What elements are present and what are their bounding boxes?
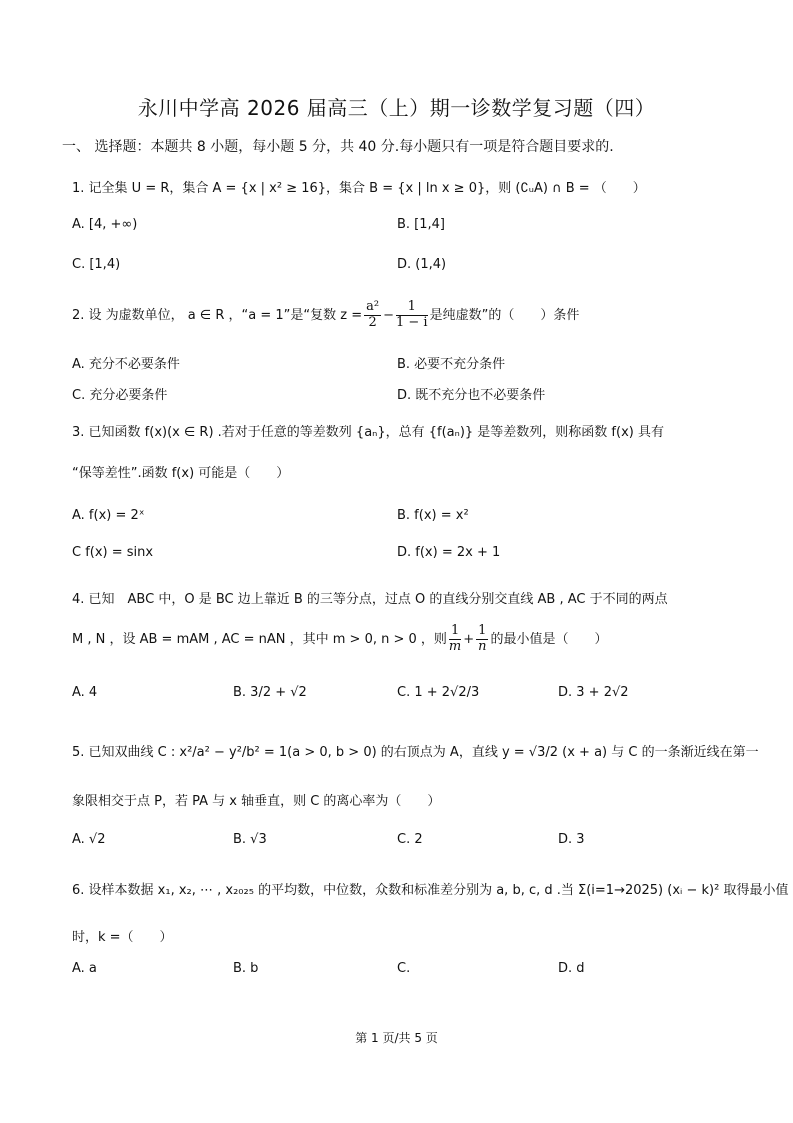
question-4-option-b: B. 3/2 + √2 — [233, 685, 307, 700]
question-5-option-d: D. 3 — [558, 832, 585, 847]
question-4-option-c: C. 1 + 2√2/3 — [397, 685, 480, 700]
question-6-stem-line-2: 时，k =（ ） — [72, 930, 173, 945]
question-5-stem-line-2: 象限相交于点 P，若 PA 与 x 轴垂直，则 C 的离心率为（ ） — [72, 794, 441, 809]
question-1-option-b: B. [1,4] — [397, 217, 446, 232]
question-2-option-d: D. 既不充分也不必要条件 — [397, 388, 546, 403]
question-4-stem-line-2 — [72, 624, 607, 655]
question-2-option-c: C. 充分必要条件 — [72, 388, 168, 403]
question-4-fraction-2 — [476, 624, 488, 655]
question-1-option-d: D. (1,4) — [397, 257, 447, 272]
question-2-stem-post: 是纯虚数”的（ ）条件 — [429, 307, 580, 323]
question-2-fraction-2-num: 1 — [396, 300, 428, 316]
question-4-plus: + — [463, 631, 475, 647]
question-4-stem-line-1: 4. 已知 ABC 中，O 是 BC 边上靠近 B 的三等分点，过点 O 的直线分别交直线 AB , AC 于不同的两点 — [72, 592, 668, 607]
question-2-fraction-1 — [364, 300, 381, 331]
question-3-option-c: C f(x) = sinx — [72, 545, 154, 560]
question-4-stem-line-2-post: 的最小值是（ ） — [490, 631, 608, 647]
question-2-option-b: B. 必要不充分条件 — [397, 357, 506, 372]
question-6-option-a: A. a — [72, 961, 97, 976]
question-4-fraction-2-den: n — [478, 638, 487, 654]
question-2-fraction-1-num: a² — [366, 299, 380, 314]
question-5-option-c: C. 2 — [397, 832, 423, 847]
question-6-option-c: C. — [397, 961, 411, 976]
question-6-stem-line-1: 6. 设样本数据 x₁, x₂, ⋯ , x₂₀₂₅ 的平均数，中位数，众数和标准差分别为 a, b, c, d .当 Σ(i=1→2025) (xᵢ − k)² 取得最小值 — [72, 883, 789, 898]
question-5-stem-line-1: 5. 已知双曲线 C : x²/a² − y²/b² = 1(a > 0, b > 0) 的右顶点为 A，直线 y = √3/2 (x + a) 与 C 的一条渐近线在第一 — [72, 745, 759, 760]
question-3-stem-line-1: 3. 已知函数 f(x)(x ∈ R) .若对于任意的等差数列 {aₙ}，总有 {f(aₙ)} 是等差数列，则称函数 f(x) 具有 — [72, 425, 664, 440]
question-4-stem-line-2-pre: M , N ，设 AB = mAM , AC = nAN ，其中 m > 0, n > 0 ，则 — [72, 631, 447, 647]
question-3-option-d: D. f(x) = 2x + 1 — [397, 545, 501, 560]
question-2-fraction-1-den: 2 — [368, 314, 377, 330]
question-4-fraction-1-num: 1 — [449, 624, 461, 640]
question-4-fraction-2-num: 1 — [478, 623, 487, 638]
question-5-option-b: B. √3 — [233, 832, 267, 847]
question-6-option-d: D. d — [558, 961, 585, 976]
question-3-option-a: A. f(x) = 2ˣ — [72, 508, 145, 523]
question-4-fraction-1-den: m — [448, 638, 462, 654]
question-3-option-b: B. f(x) = x² — [397, 508, 469, 523]
question-4-option-a: A. 4 — [72, 685, 98, 700]
question-4-fraction-1 — [449, 624, 461, 655]
page-number-footer: 第 1 页/共 5 页 — [355, 1031, 438, 1045]
question-1-option-a: A. [4, +∞) — [72, 217, 138, 232]
question-2-option-a: A. 充分不必要条件 — [72, 357, 180, 372]
question-2-minus: − — [383, 307, 394, 323]
question-2-fraction-2-den: 1 − i — [395, 314, 428, 330]
question-1-stem: 1. 记全集 U = R，集合 A = {x | x² ≥ 16}，集合 B = {x | ln x ≥ 0}，则 (∁ᵤA) ∩ B = （ ） — [72, 181, 646, 196]
question-4-option-d: D. 3 + 2√2 — [558, 685, 629, 700]
question-2-fraction-2 — [396, 300, 428, 331]
question-2-stem-pre: 2. 设 为虚数单位， a ∈ R ，“a = 1”是“复数 z = — [72, 307, 363, 323]
section-heading: 一、 选择题：本题共 8 小题，每小题 5 分，共 40 分.每小题只有一项是符合题目要求的. — [62, 139, 614, 155]
page-title: 永川中学高 2026 届高三（上）期一诊数学复习题（四） — [137, 96, 656, 120]
question-2-stem — [72, 300, 579, 331]
question-5-option-a: A. √2 — [72, 832, 106, 847]
question-3-stem-line-2: “保等差性”.函数 f(x) 可能是（ ） — [72, 466, 290, 481]
question-1-option-c: C. [1,4) — [72, 257, 121, 272]
question-6-option-b: B. b — [233, 961, 259, 976]
